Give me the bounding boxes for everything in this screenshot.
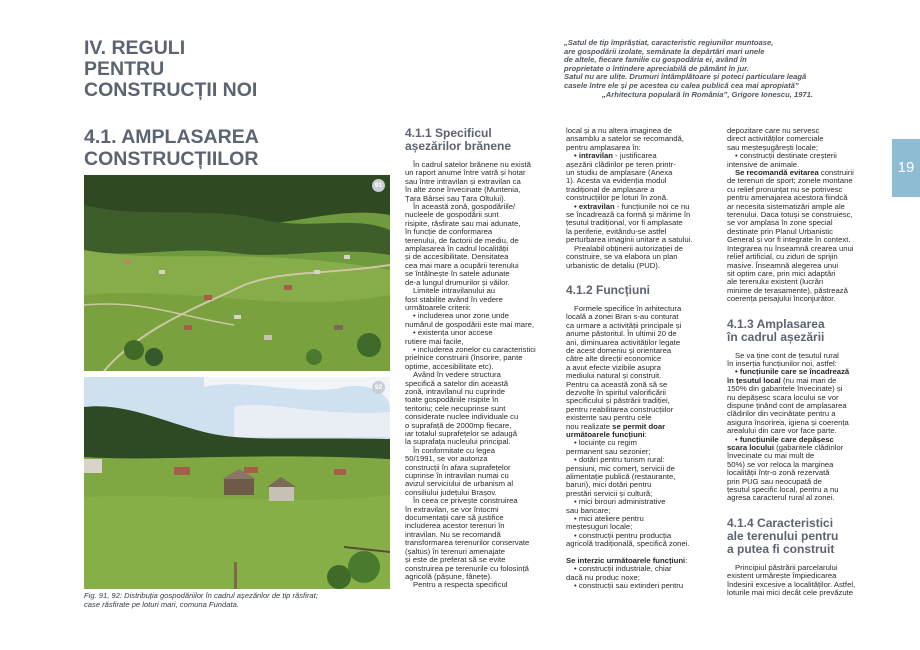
photo-meadow-houses — [84, 377, 390, 589]
caption-line: Fig. 91, 92: Distribuția gospodăriilor în cadrul așezărilor de tip răsfirat; — [84, 591, 318, 600]
list-item: • dotări pentru turism rural: pensiuni, mic comerț, servicii de alimentație publică (restaurante, baruri), mici dotări pentru prestări servicii și cultură; — [566, 455, 676, 498]
bullet-text: (nu mai mari de 150% din gabaritele învecinate) și nu depășesc scara locului se vor dispune ținând cont de amplasarea clădirilor din vecinătate pentru a asigura însorirea, igiena și coerența arealului din care vor face parte. — [727, 375, 849, 436]
list-item: • mici birouri administrative sau bancare; — [566, 497, 666, 515]
paragraph: Prealabil obținerii autorizației de construire, se va elabora un plan urbanistic de detaliu (PUD). — [566, 243, 683, 270]
bullet-item: • includerea unor zone unde numărul de gospodării este mai mare, — [405, 311, 535, 329]
quote-citation: „Arhitectura populară în România”, Grigore Ionescu, 1971. — [602, 89, 813, 99]
list-item: • construcții industriale, chiar dacă nu produc noxe; — [566, 564, 672, 582]
section-title-line: PENTRU — [84, 58, 165, 80]
bullet-item: • includerea zonelor cu caracteristici prielnice construirii (însorire, pante optime, accesibilitate etc). — [405, 344, 536, 371]
paragraph: În conformitate cu legea 50/1991, se vor autoriza construcții în afara suprafețelor cuprinse în intravilan numai cu avizul serviciului de urbanism al consiliului județului Brașov. — [405, 445, 514, 497]
paragraph-text: construirii de terenuri de sport; zonele montane cu relief pronunțat nu se potrivesc pentru amenajarea acestora fiindcă ar necesita sistematizări ample ale terenului. Daca totuși se construiesc, se vor amplasa în zone special destinate prin Planul Urbanistic General și vor fi integrate în context. Integrarea nu înseamnă crearea unui relief artificial, cu ziduri de sprijin masive. Înseamnă alegerea unui sit optim care, prin mici adaptări ale terenului existent (lucrări minime de terasamente), păstrează coerența peisajului înconjurător. — [727, 168, 854, 304]
subsection-title-line: CONSTRUCȚIILOR — [84, 148, 259, 170]
bullet-text: - funcțiunile noi ce nu se încadrează ca formă și mărime în țesutul tradițional, vor fi amplasate la periferie, evitându-se astfel perturbarea imaginii unitare a satului. — [566, 201, 693, 245]
heading-4-1-2: 4.1.2 Funcțiuni — [566, 282, 651, 297]
bullet-lead: • extravilan — [574, 201, 615, 211]
paragraph: În cadrul satelor brănene nu există un raport anume între vatră și hotar sau între intravilan și extravilan ca în alte zone învecinate (Muntenia, Țara Bârsei sau Țara Oltului). — [405, 160, 531, 203]
heading-line: 4.1.3 Amplasarea — [727, 316, 825, 331]
bullet-text: (gabaritele clădirilor învecinate cu mai mult de 50%) se vor reloca la marginea localității într-o zonă rezervată prin PUG sau neocupată de țesutul specific local, pentru a nu agresa caracterul rural al zonei. — [727, 443, 844, 503]
quote-line: casele între ele și pe acestea cu calea publică cea mai apropiată” — [564, 80, 799, 90]
list-item: • locuințe cu regim permanent sau sezonier; — [566, 438, 651, 456]
paragraph: Formele specifice în arhitectura locală a zonei Bran s-au conturat ca urmare a activității principale și anume păstoritul. În ultimii 20 de ani, diminuarea activităților legate de acest domeniu și orientarea către alte direcții economice a avut efecte vizibile asupra mediului natural și construit. Pentru ca această zonă să se dezvolte în spiritul valorificării specificului și păstrării tradiției, pentru reabilitarea construcțiilor existente sau pentru cele nou realizate se permit doar următoarele funcțiuni: — [566, 303, 682, 439]
bullet-lead: • funcțiunile care depășesc scara locului — [727, 434, 834, 452]
paragraph: Se va ține cont de țesutul rural în inserția funcțiunilor noi, astfel: — [727, 350, 839, 368]
paragraph-bold: Se interzic următoarele funcțiuni — [566, 555, 686, 565]
epigraph-quote — [564, 39, 864, 99]
quote-line: Satul nu are ulițe. Drumuri întâmplătoare și poteci particulare leagă — [564, 72, 807, 82]
bullet-text: - justificarea așezării clădirilor pe teren printr- un studiu de amplasare (Anexa 1). Acesta va evidenția modul tradițional de amplasare a construcțiilor pe loturi în zonă. — [566, 151, 676, 203]
subsection-title — [84, 126, 384, 170]
allowed-functions-list — [566, 439, 716, 548]
paragraph: Se interzic următoarele funcțiuni: — [566, 555, 688, 565]
quote-line: de altele, fiecare familie cu gospodăria ei, având în — [564, 55, 747, 65]
heading-line: a putea fi construit — [727, 541, 835, 556]
figure-number-badge: 91 — [372, 179, 385, 192]
heading-4-1-4 — [727, 517, 887, 556]
list-item: • construcții pentru producția agricolă tradițională, specifică zonei. — [566, 530, 690, 549]
figure-caption — [84, 592, 384, 610]
bullet-item — [566, 152, 716, 202]
paragraph: Principiul păstrării parcelarului existent urmărește împiedicarea îndesirii excesive a localităților. Astfel, loturile mai mici decât cele prevăzute — [727, 562, 856, 598]
bullet-item — [727, 368, 887, 435]
list-item: • construcții sau extinderi pentru — [574, 580, 684, 590]
paragraph-text: Formele specifice în arhitectura locală a zonei Bran s-au conturat ca urmare a activității principale și anume păstoritul. În ultimii 20 de ani, diminuarea activităților legate de acest domeniu și orientarea către alte direcții economice a avut efecte vizibile asupra mediului natural și construit. Pentru ca această zonă să se dezvolte în spiritul valorificării specificului și păstrării tradiției, pentru reabilitarea construcțiilor existente sau pentru cele nou realizate — [566, 303, 682, 431]
section-title — [84, 38, 324, 101]
quote-line: „Satul de tip împrăștiat, caracteristic regiunilor muntoase, — [564, 38, 774, 47]
heading-4-1-3 — [727, 318, 887, 344]
heading-line: 4.1.1 Specificul — [405, 126, 492, 140]
paragraph: În ceea ce privește construirea în extravilan, se vor întocmi documentații care să justifice includerea acestor terenuri în intravilan. Nu se recomandă transformarea terenurilor conservate (șaltus) în terenuri amenajate și este de preferat să se evite construirea pe terenurile cu folosință agricolă (pășune, fânețe). — [405, 496, 530, 581]
paragraph: Având în vedere structura specifică a satelor din această zonă, intravilanul nu cuprinde toate gospodăriile risipite în teritoriu; cele necuprinse sunt considerate nuclee individuale cu o suprafață de 2000mp fiecare, iar totalul suprafețelor se adaugă la suprafața nucleului principal. — [405, 370, 519, 447]
heading-line: așezărilor brănene — [405, 139, 512, 153]
heading-line: 4.1.4 Caracteristici — [727, 515, 834, 530]
section-title-line: IV. REGULI — [84, 37, 186, 59]
bullet-lead: • intravilan — [574, 151, 614, 161]
paragraph: În această zonă, gospodăriile/ nucleele de gospodării sunt risipite, răsfirate sau mai adunate, în funcție de conformarea terenului, de factorii de mediu, de amplasarea în cadrul localității și de accesibilitate. Densitatea cea mai mare a ocupării terenului se întâlnește în satele adunate de-a lungul drumurilor și văilor. — [405, 202, 521, 287]
text-column-2 — [566, 127, 716, 590]
photo-village-hills — [84, 175, 390, 371]
quote-line: are gospodării izolate, semănate la depărtări mari unele — [564, 46, 765, 56]
forbidden-functions-list — [566, 565, 716, 590]
text-column-3 — [727, 127, 887, 597]
list-item: • mici ateliere pentru meșteșuguri locale; — [566, 514, 644, 532]
quote-line: proprietate o întindere apreciabilă de pământ în jur. — [564, 63, 749, 73]
bullet-item — [566, 203, 716, 245]
paragraph: Pentru a respecta specificul — [413, 580, 508, 590]
bullet-lead: • funcțiunile care se încadrează în țesutul local — [727, 367, 850, 385]
paragraph: local și a nu altera imaginea de ansamblu a satelor se recomandă, pentru amplasarea în: — [566, 126, 684, 152]
bullet-item: • existența unor accese rutiere mai facile, — [405, 328, 493, 346]
bullet-item: • construcții destinate creșterii intensive de animale. — [727, 151, 837, 169]
landscape-illustration — [84, 377, 390, 589]
paragraph-bold: se permit doar următoarele funcțiuni — [566, 421, 666, 439]
section-title-line: CONSTRUCȚII NOI — [84, 79, 258, 101]
page-number-tab: 19 — [892, 139, 920, 197]
text-column-1 — [405, 127, 558, 590]
paragraph: depozitare care nu servesc direct activităților comerciale sau meșteșugărești locale; — [727, 126, 824, 152]
heading-line: în cadrul așezării — [727, 329, 825, 344]
paragraph-bold: Se recomandă evitarea — [735, 168, 819, 178]
heading-4-1-1 — [405, 127, 558, 153]
bullet-item — [727, 436, 887, 503]
heading-line: ale terenului pentru — [727, 528, 839, 543]
subsection-title-line: 4.1. AMPLASAREA — [84, 126, 259, 148]
figure-number-badge: 92 — [372, 381, 385, 394]
landscape-illustration — [84, 175, 390, 371]
paragraph — [727, 169, 887, 304]
paragraph: Limitele intravilanului au fost stabilite având în vedere următoarele criterii: — [405, 286, 503, 312]
caption-line: case răsfirate pe loturi mari, comuna Fundata. — [84, 599, 239, 609]
